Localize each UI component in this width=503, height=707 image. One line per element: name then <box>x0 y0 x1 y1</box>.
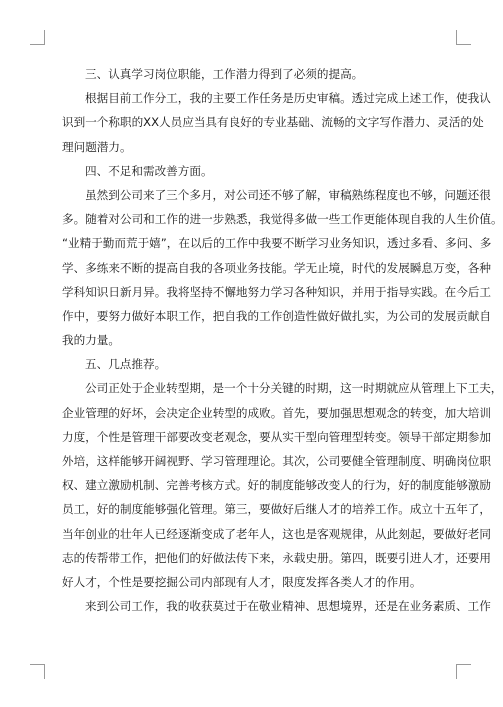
paragraph-line: 学、多练来不断的提高自我的各项业务技能。学无止境，时代的发展瞬息万变，各种 <box>62 260 491 275</box>
paragraph-line: 作中，要努力做好本职工作，把自我的工作创造性做好做扎实，为公司的发展贡献自 <box>62 308 491 323</box>
paragraph-line: “业精于勤而荒于嬉”，在以后的工作中我要不断学习业务知识，透过多看、多问、多 <box>62 236 492 251</box>
crop-mark-top-right <box>456 30 471 45</box>
paragraph-line: 当年创业的壮年人已经逐渐变成了老年人，这也是客观规律，从此刻起，要做好老同 <box>62 526 491 541</box>
paragraph-line: 理问题潜力。 <box>62 139 132 154</box>
paragraph-line: 来到公司工作，我的收获莫过于在敬业精神、思想境界，还是在业务素质、工作 <box>85 599 491 614</box>
section-heading-3: 三、认真学习岗位职能，工作潜力得到了必须的提高。 <box>85 67 364 81</box>
crop-mark-bottom-left <box>30 664 45 679</box>
paragraph-line: 员工，好的制度能够强化管理。第三，要做好后继人才的培养工作。成立十五年了， <box>62 502 491 517</box>
document-body <box>62 62 503 618</box>
paragraph-line: 志的传帮带工作，把他们的好做法传下来，永载史册。第四，既要引进人才，还要用 <box>62 550 491 565</box>
paragraph-line: 公司正处于企业转型期，是一个十分关键的时期，这一时期就应从管理上下工夫， <box>85 381 503 396</box>
paragraph-line: 好人才，个性是要挖掘公司内部现有人才，限度发挥各类人才的作用。 <box>62 574 422 589</box>
paragraph-line: 学科知识日新月异。我将坚持不懈地努力学习各种知识，并用于指导实践。在今后工 <box>62 284 491 299</box>
crop-mark-top-left <box>30 30 45 45</box>
paragraph-line: 根据目前工作分工，我的主要工作任务是历史审稿。透过完成上述工作，使我认 <box>85 91 491 106</box>
paragraph-line: 识到一个称职的XX人员应当具有良好的专业基础、流畅的文字写作潜力、灵活的处 <box>62 115 484 130</box>
section-heading-5: 五、几点推荐。 <box>85 357 167 372</box>
crop-mark-bottom-right <box>456 664 471 679</box>
paragraph-line: 外培，这样能够开阔视野、学习管理理论。其次，公司要健全管理制度、明确岗位职 <box>62 454 491 468</box>
paragraph-line: 企业管理的好坏，会决定企业转型的成败。首先，要加强思想观念的转变，加大培训 <box>62 405 491 420</box>
section-heading-4: 四、不足和需改善方面。 <box>85 163 213 178</box>
paragraph-line: 力度，个性是管理干部要改变老观念，要从实干型向管理型转变。领导干部定期参加 <box>62 429 491 444</box>
paragraph-line: 我的力量。 <box>62 333 120 348</box>
paragraph-line: 虽然到公司来了三个多月，对公司还不够了解，审稿熟练程度也不够，问题还很 <box>85 187 491 202</box>
paragraph-line: 权、建立激励机制、完善考核方式。好的制度能够改变人的行为，好的制度能够激励 <box>62 478 491 493</box>
paragraph-line: 多。随着对公司和工作的进一步熟悉，我觉得多做一些工作更能体现自我的人生价值。 <box>62 212 503 227</box>
